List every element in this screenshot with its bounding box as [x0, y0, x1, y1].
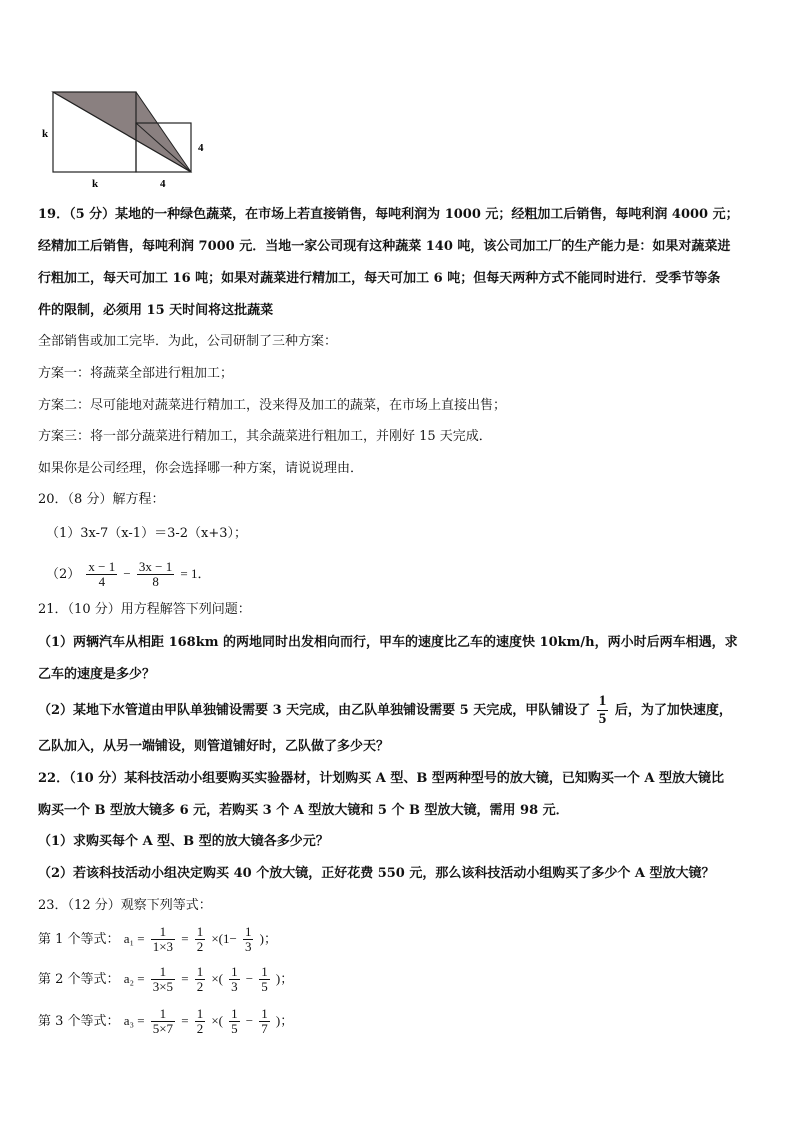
q23-title: 23．（12 分）观察下列等式：: [38, 898, 212, 913]
q21-item2-text-a: （2）某地下水管道由甲队单独铺设需要 3 天完成，由乙队单独铺设需要 5 天完成，甲队铺设了: [38, 703, 591, 718]
q23-eq3-half-den: 2: [196, 1021, 204, 1036]
q23-eq3-first-num: 1: [231, 1006, 238, 1021]
q19-question: 如果你是公司经理，你会选择哪一种方案，请说说理由．: [38, 461, 364, 476]
q23-eq2-second-den: 5: [261, 979, 268, 994]
q23-eq1-equals: =: [181, 931, 189, 946]
figure-label-bottom-right: 4: [160, 178, 166, 190]
q20-frac2-denominator: 8: [152, 574, 159, 589]
q21-item2-text-b: 后，为了加快速度，: [614, 703, 732, 718]
q20-rhs: = 1．: [180, 566, 211, 581]
q23-eq3-second-den: 7: [261, 1021, 268, 1036]
q23-equation-3: [38, 1004, 764, 1040]
q19-line4: 件的限制，必须用 15 天时间将这批蔬菜: [38, 303, 274, 318]
q22-line2: 购买一个 B 型放大镜多 6 元，若购买 3 个 A 型放大镜和 5 个 B 型放大镜，需用 98 元．: [38, 803, 569, 818]
q21-item2-line2: 乙队加入，从另一端铺设，则管道铺好时，乙队做了多少天？: [38, 739, 390, 754]
q20-title: 20．（8 分）解方程：: [38, 492, 165, 507]
q23-eq2-lhs: a₂ =: [123, 971, 145, 986]
figure-label-bottom-left: k: [92, 178, 99, 190]
q23-eq3-second-num: 1: [261, 1006, 268, 1021]
q23-eq3-first-den: 5: [231, 1021, 238, 1036]
q19-plan2: 方案二：尽可能地对蔬菜进行精加工，没来得及加工的蔬菜，在市场上直接出售；: [38, 398, 507, 413]
q20-fraction-1: [86, 560, 117, 589]
q23-eq2-tail-a: ×(: [211, 971, 223, 986]
figure-label-left: k: [42, 128, 49, 140]
q23-eq1-tail-a: ×(1−: [211, 931, 237, 946]
q23-eq1-den: 1×3: [152, 939, 174, 954]
q20-frac1-numerator: x − 1: [88, 559, 116, 574]
q23-eq2-first: [229, 965, 240, 994]
q21-item2-frac-denominator: 5: [598, 711, 607, 727]
q23-eq1-num: 1: [151, 925, 175, 940]
q21-item2-line1: [38, 693, 764, 729]
q21-item2-frac-numerator: 1: [598, 693, 607, 709]
figure-label-right: 4: [198, 142, 204, 154]
q23-eq3-den: 5×7: [152, 1021, 174, 1036]
q23-eq3-minus: −: [245, 1013, 254, 1028]
q22-item1: （1）求购买每个 A 型、B 型的放大镜各多少元？: [38, 834, 329, 849]
q23-eq2-tail-b: )；: [275, 971, 294, 986]
q23-eq1-label: 第 1 个等式：: [38, 932, 120, 947]
q21-item2-fraction: [597, 693, 609, 728]
q20-frac1-denominator: 4: [98, 574, 106, 589]
q21-item1-line2: 乙车的速度是多少？: [38, 667, 156, 682]
q23-eq3-tail-a: ×(: [211, 1013, 223, 1028]
q19-plan3: 方案三：将一部分蔬菜进行精加工，其余蔬菜进行粗加工，并刚好 15 天完成．: [38, 429, 492, 444]
q23-eq2-half-den: 2: [196, 979, 204, 994]
q20-item1: （1）3x-7（x-1）＝3-2（x+3）；: [46, 526, 248, 541]
q23-equation-2: [38, 962, 764, 998]
q23-eq2-fraction: [151, 965, 175, 994]
q23-eq1-lhs: a₁ =: [123, 931, 145, 946]
q23-eq2-equals: =: [181, 971, 189, 986]
q20-item2-prefix: （2）: [46, 567, 81, 582]
q23-eq2-minus: −: [245, 971, 254, 986]
q21-item1-line1: （1）两辆汽车从相距 168km 的两地同时出发相向而行，甲车的速度比乙车的速度快 10km/h，两小时后两车相遇，求: [38, 635, 738, 650]
q20-item2: [46, 558, 764, 592]
q19-line5: 全部销售或加工完毕．为此，公司研制了三种方案：: [38, 334, 338, 349]
q23-eq1-half-den: 2: [196, 939, 204, 954]
q23-eq2-second-num: 1: [261, 964, 268, 979]
q22-line1: 22．（10 分）某科技活动小组要购买实验器材，计划购买 A 型、B 型两种型号的放大镜，已知购买一个 A 型放大镜比: [38, 771, 724, 786]
q23-eq3-lhs: a₃ =: [123, 1013, 145, 1028]
q23-eq3-fraction: [151, 1007, 175, 1036]
q20-frac2-numerator: 3x − 1: [138, 559, 173, 574]
q23-eq2-half-num: 1: [196, 964, 204, 979]
q23-eq1-third: [243, 925, 254, 954]
q23-eq1-third-den: 3: [244, 939, 252, 954]
q23-eq2-half: [195, 965, 206, 994]
q23-eq3-equals: =: [181, 1013, 189, 1028]
q23-eq1-half: [195, 925, 206, 954]
q23-eq3-tail-b: )；: [275, 1013, 294, 1028]
q23-eq1-fraction: [151, 925, 175, 954]
q19-line3: 行粗加工，每天可加工 16 吨；如果对蔬菜进行精加工，每天可加工 6 吨；但每天两种方式不能同时进行．受季节等条: [38, 271, 721, 286]
q23-eq2-label: 第 2 个等式：: [38, 972, 120, 987]
q23-eq3-first: [229, 1007, 240, 1036]
q23-eq2-first-den: 3: [231, 979, 238, 994]
q23-eq3-num: 1: [151, 1007, 175, 1022]
square-triangle-figure: [36, 84, 216, 194]
q23-eq3-label: 第 3 个等式：: [38, 1014, 120, 1029]
q22-item2: （2）若该科技活动小组决定购买 40 个放大镜，正好花费 550 元，那么该科技活动小组购买了多少个 A 型放大镜？: [38, 866, 715, 881]
q23-eq3-half-num: 1: [196, 1006, 204, 1021]
q23-eq3-half: [195, 1007, 206, 1036]
q23-equation-1: [38, 922, 764, 958]
q23-eq3-second: [259, 1007, 270, 1036]
q23-eq2-first-num: 1: [231, 964, 238, 979]
q23-eq1-half-num: 1: [196, 924, 204, 939]
q23-eq2-num: 1: [151, 965, 175, 980]
q23-eq2-den: 3×5: [152, 979, 174, 994]
q19-line2: 经精加工后销售，每吨利润 7000 元．当地一家公司现有这种蔬菜 140 吨，该公司加工厂的生产能力是：如果对蔬菜进: [38, 239, 731, 254]
q19-plan1: 方案一：将蔬菜全部进行粗加工；: [38, 366, 234, 381]
q23-eq1-tail-b: )；: [259, 931, 277, 946]
q19-line1: 19．（5 分）某地的一种绿色蔬菜，在市场上若直接销售，每吨利润为 1000 元；经粗加工后销售，每吨利润 4000 元；: [38, 207, 739, 222]
q20-fraction-2: [137, 560, 174, 589]
q20-minus: −: [123, 566, 131, 581]
q21-title: 21．（10 分）用方程解答下列问题：: [38, 602, 251, 617]
q23-eq1-third-num: 1: [244, 924, 252, 939]
q23-eq2-second: [259, 965, 270, 994]
